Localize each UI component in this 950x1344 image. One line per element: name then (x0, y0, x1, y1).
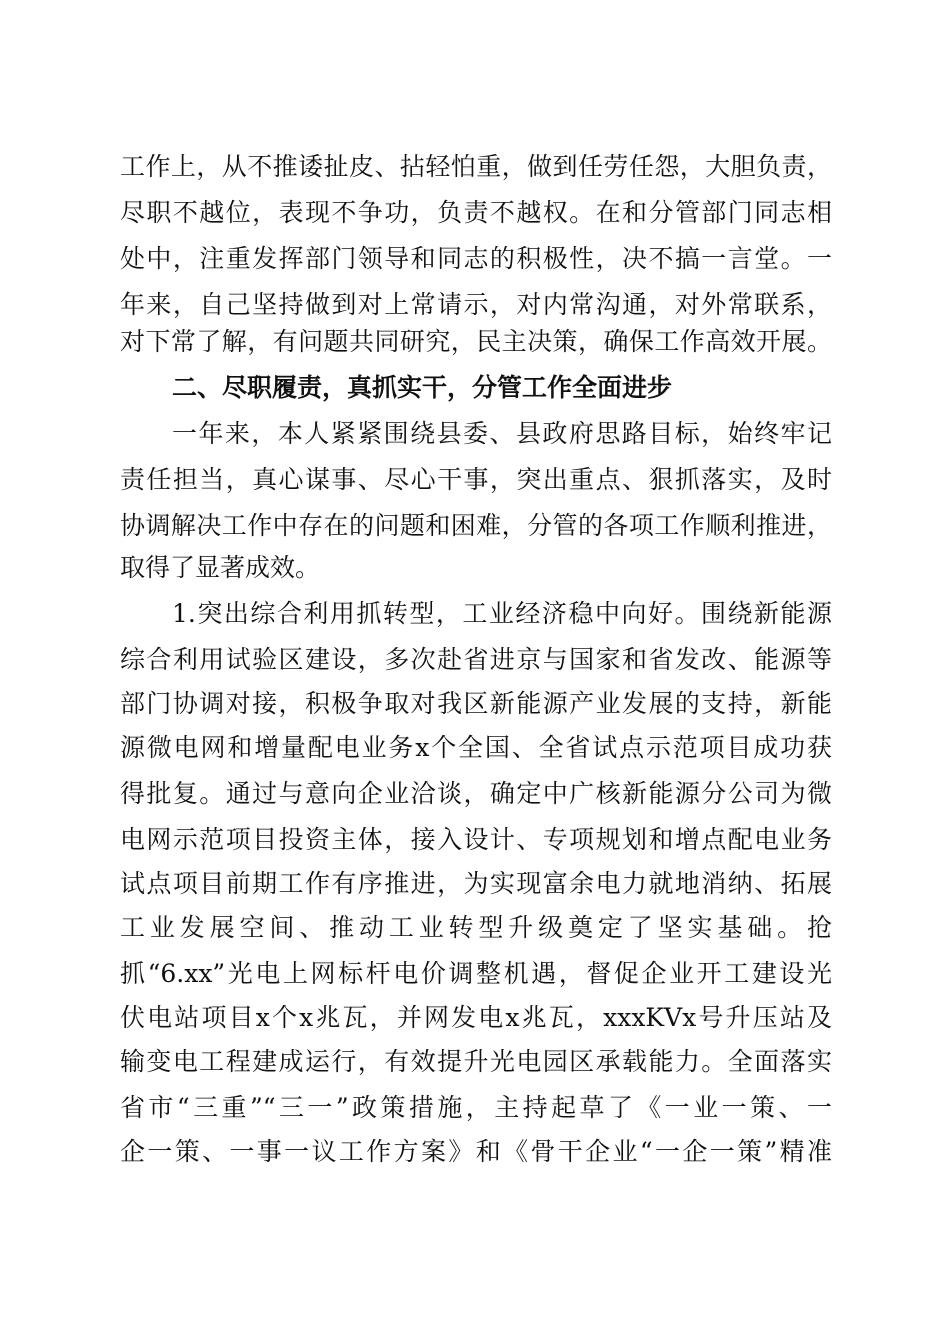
paragraph-3-line-12: 省市“三重”“三一”政策措施，主持起草了《一业一策、一 (120, 1093, 832, 1122)
paragraph-3-line-4: 源微电网和增量配电业务x个全国、全省试点示范项目成功获 (120, 733, 832, 762)
paragraph-3-line-8: 工业发展空间、推动工业转型升级奠定了坚实基础。抢 (120, 913, 832, 942)
paragraph-3-line-5: 得批复。通过与意向企业洽谈，确定中广核新能源分公司为微 (120, 779, 832, 808)
paragraph-2-line-1: 一年来，本人紧紧围绕县委、县政府思路目标，始终牢记 (172, 419, 832, 448)
paragraph-2-line-3: 协调解决工作中存在的问题和困难，分管的各项工作顺利推进， (120, 511, 832, 540)
paragraph-3-line-3: 部门协调对接，积极争取对我区新能源产业发展的支持，新能 (120, 689, 832, 718)
paragraph-3-line-10: 伏电站项目x个x兆瓦，并网发电x兆瓦，xxxKVx号升压站及 (120, 1003, 832, 1032)
paragraph-3-line-6: 电网示范项目投资主体，接入设计、专项规划和增点配电业务 (120, 825, 832, 854)
paragraph-1-line-5: 对下常了解，有问题共同研究，民主决策，确保工作高效开展。 (120, 327, 832, 356)
paragraph-2-line-4: 取得了显著成效。 (120, 553, 321, 582)
paragraph-3-line-1: 1.突出综合利用抓转型，工业经济稳中向好。围绕新能源 (172, 599, 832, 628)
paragraph-3-line-2: 综合利用试验区建设，多次赴省进京与国家和省发改、能源等 (120, 645, 832, 674)
paragraph-1-line-1: 工作上，从不推诿扯皮、拈轻怕重，做到任劳任怨，大胆负责， (120, 152, 832, 181)
paragraph-3-line-13: 企一策、一事一议工作方案》和《骨干企业“一企一策”精准 (120, 1137, 832, 1166)
paragraph-2-line-2: 责任担当，真心谋事、尽心干事，突出重点、狠抓落实，及时 (120, 465, 832, 494)
paragraph-3-line-11: 输变电工程建成运行，有效提升光电园区承载能力。全面落实 (120, 1047, 832, 1076)
paragraph-1-line-2: 尽职不越位，表现不争功，负责不越权。在和分管部门同志相 (120, 198, 832, 227)
paragraph-1-line-4: 年来，自己坚持做到对上常请示，对内常沟通，对外常联系， (120, 290, 832, 319)
section-heading: 二、尽职履责，真抓实干，分管工作全面进步 (172, 373, 673, 402)
paragraph-3-line-7: 试点项目前期工作有序推进，为实现富余电力就地消纳、拓展 (120, 869, 832, 898)
paragraph-1-line-3: 处中，注重发挥部门领导和同志的积极性，决不搞一言堂。一 (120, 244, 832, 273)
paragraph-3-line-9: 抓“6.xx”光电上网标杆电价调整机遇，督促企业开工建设光 (120, 959, 832, 988)
